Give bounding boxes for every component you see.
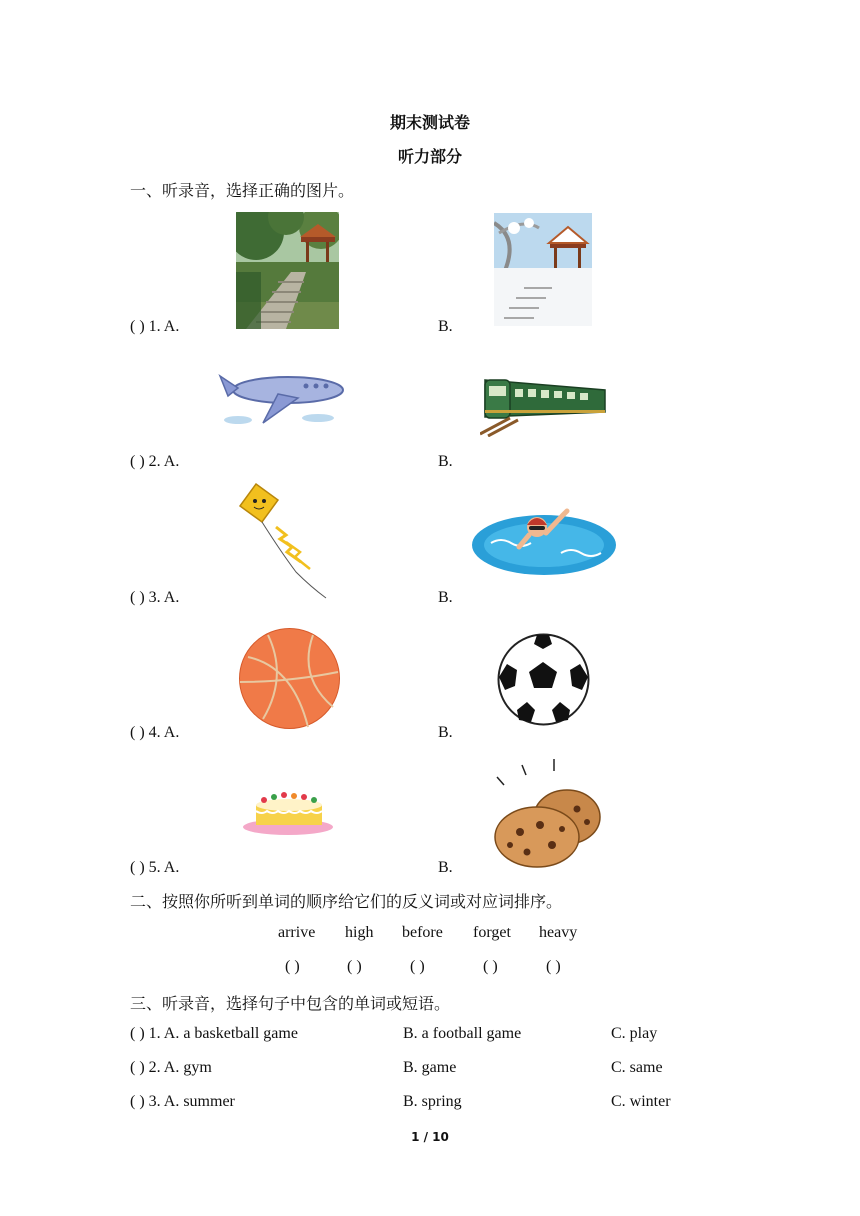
item5-label: ( ) 5. A.	[130, 859, 180, 876]
kite-image	[236, 482, 328, 600]
page-number: 1 / 10	[411, 1130, 449, 1144]
q3-option-c: C. winter	[611, 1093, 671, 1110]
item1-label: ( ) 1. A.	[130, 318, 180, 335]
park-summer-image	[236, 212, 339, 329]
item3-label: ( ) 3. A.	[130, 589, 180, 606]
item4-option-b: B.	[438, 724, 453, 741]
q3-option-b: B. spring	[403, 1093, 462, 1110]
q1-option-c: C. play	[611, 1025, 658, 1042]
answer-blank: ( )	[285, 958, 300, 975]
basketball-image	[238, 627, 341, 730]
swimming-image	[471, 503, 618, 577]
answer-blank: ( )	[410, 958, 425, 975]
word-before: before	[402, 924, 443, 941]
park-winter-snow-image	[494, 213, 592, 326]
train-image	[480, 372, 607, 437]
item3-option-b: B.	[438, 589, 453, 606]
item5-option-b: B.	[438, 859, 453, 876]
q1-option-b: B. a football game	[403, 1025, 522, 1042]
cookies-image	[492, 757, 602, 870]
q2-option-c: C. same	[611, 1059, 663, 1076]
q2-option-a: ( ) 2. A. gym	[130, 1059, 212, 1076]
football-image	[497, 632, 590, 727]
word-forget: forget	[473, 924, 511, 941]
item4-label: ( ) 4. A.	[130, 724, 180, 741]
q3-option-a: ( ) 3. A. summer	[130, 1093, 235, 1110]
word-high: high	[345, 924, 374, 941]
answer-blank: ( )	[483, 958, 498, 975]
plane-image	[218, 368, 346, 428]
page-subtitle: 听力部分	[397, 147, 462, 166]
q1-option-a: ( ) 1. A. a basketball game	[130, 1025, 298, 1042]
word-arrive: arrive	[278, 924, 316, 941]
section1-heading: 一、听录音，选择正确的图片。	[130, 181, 355, 200]
q2-option-b: B. game	[403, 1059, 457, 1076]
cake-image	[242, 787, 335, 837]
answer-blank: ( )	[546, 958, 561, 975]
section3-heading: 三、听录音，选择句子中包含的单词或短语。	[130, 994, 451, 1013]
answer-blank: ( )	[347, 958, 362, 975]
item2-option-b: B.	[438, 453, 453, 470]
word-heavy: heavy	[539, 924, 578, 941]
item1-option-b: B.	[438, 318, 453, 335]
item2-label: ( ) 2. A.	[130, 453, 180, 470]
section2-heading: 二、按照你所听到单词的顺序给它们的反义词或对应词排序。	[130, 892, 563, 911]
page-title: 期末测试卷	[389, 113, 470, 132]
